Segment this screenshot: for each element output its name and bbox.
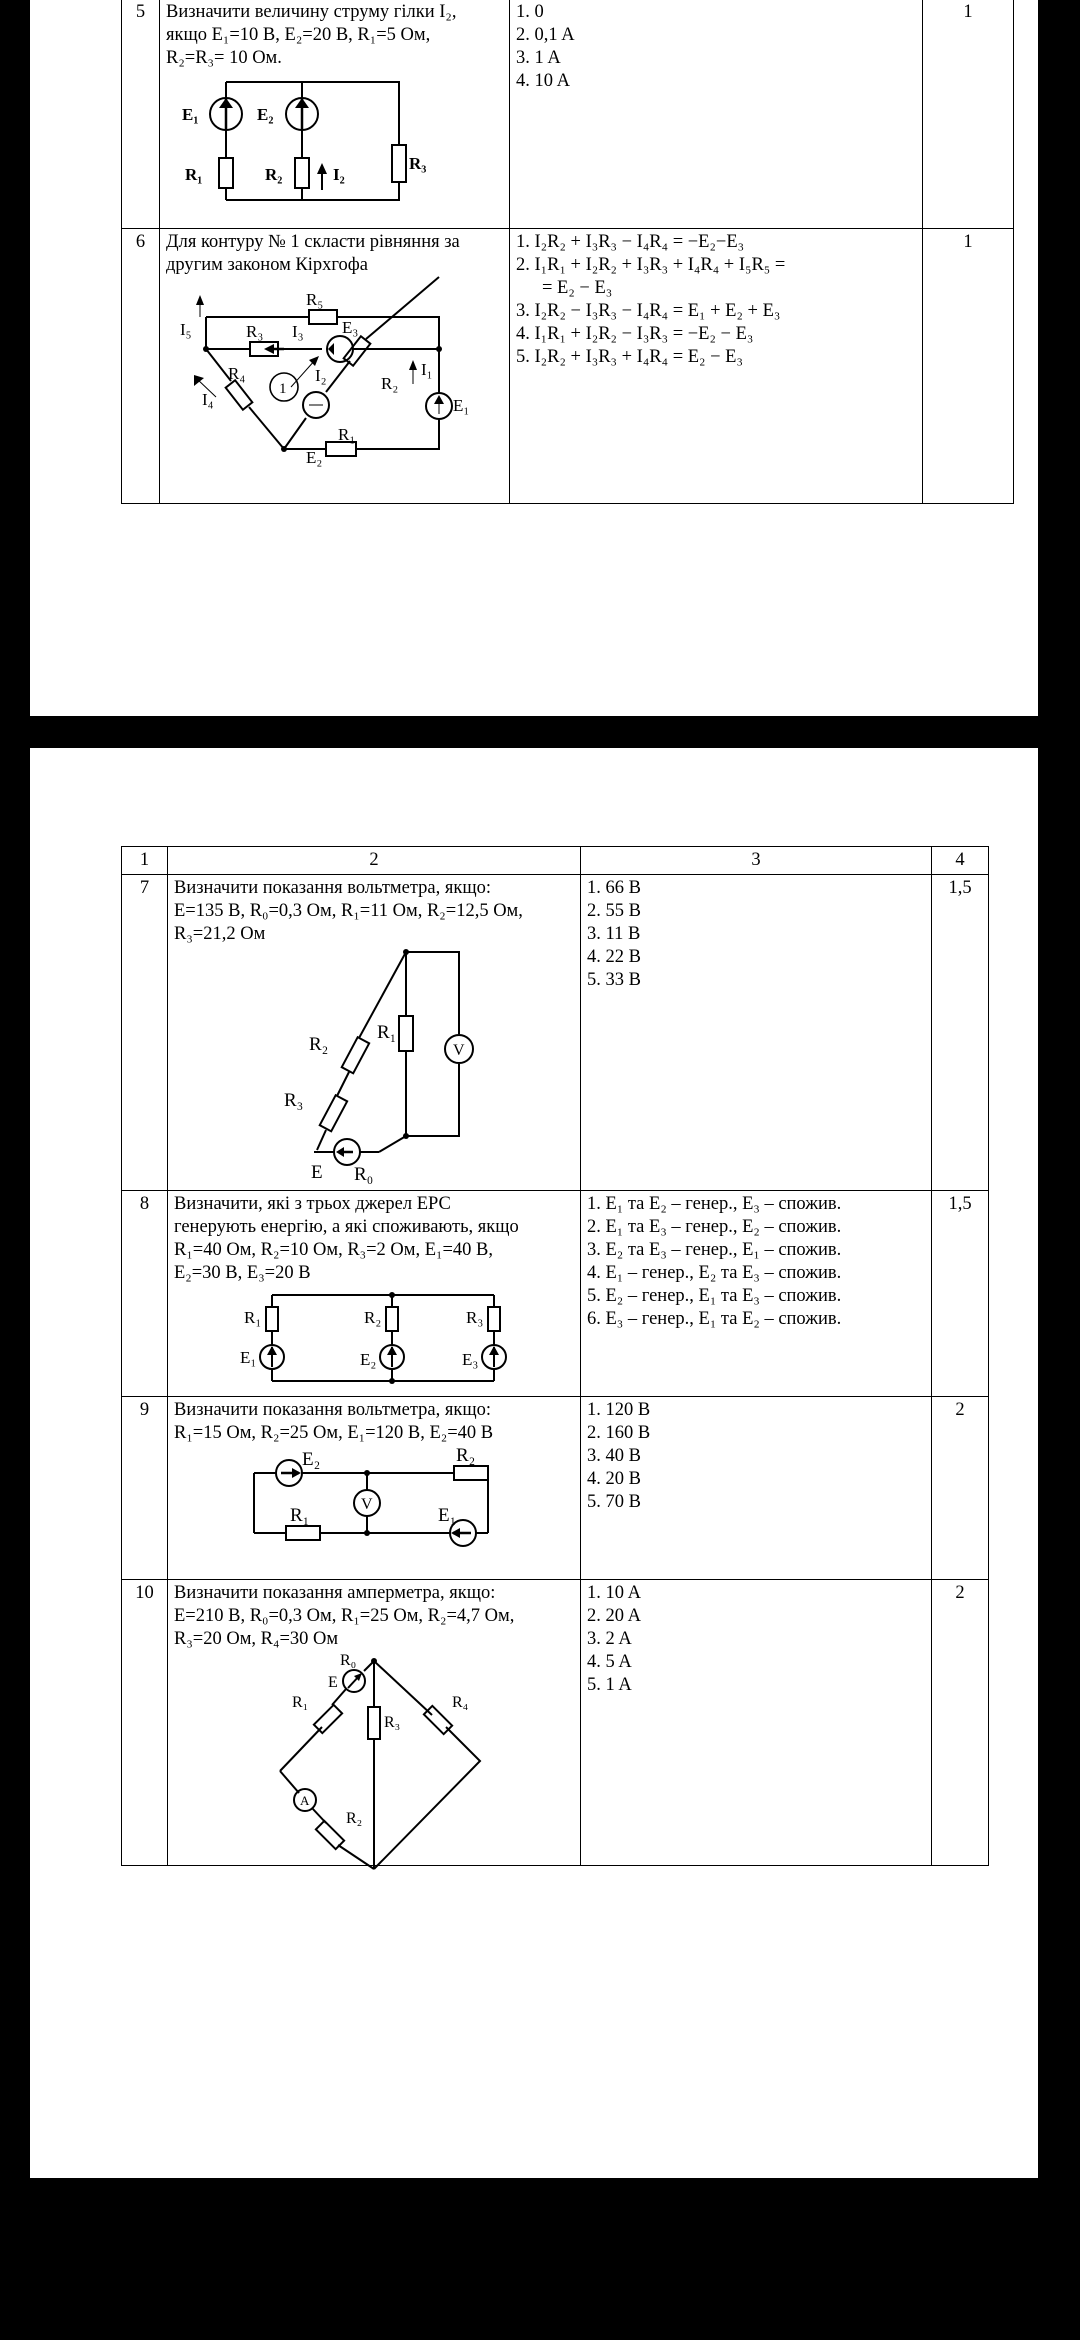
- answer-option: 5. 1 A: [587, 1675, 632, 1695]
- points-cell: 1: [923, 229, 1014, 504]
- label-i3: I₃: [292, 322, 304, 341]
- table-row-q6: [122, 229, 1014, 504]
- question-text: Визначити показання амперметра, якщо: E=210 В, R₀=0,3 Ом, R₁=25 Ом, R₂=4,7 Ом, R₃=20 Ом, R₄=30 Ом: [174, 1583, 515, 1649]
- points-cell: 2: [932, 1397, 989, 1580]
- label-r1: R₁: [290, 1505, 310, 1526]
- answer-option: 4. 10 A: [516, 71, 570, 91]
- question-number: 5: [122, 0, 160, 229]
- answer-options: [581, 1580, 932, 1866]
- label-e: E: [328, 1674, 338, 1691]
- label-r3: R₃: [466, 1308, 484, 1327]
- label-r4: R₄: [452, 1694, 469, 1711]
- question-text: Визначити показання вольтметра, якщо: R₁=15 Ом, R₂=25 Ом, E₁=120 В, E₂=40 В: [174, 1400, 494, 1443]
- label-r0: R₀: [340, 1652, 357, 1669]
- label-r3: R₃: [384, 1714, 401, 1731]
- answer-option: 5. 33 В: [587, 970, 641, 990]
- column-header: 1: [122, 847, 168, 875]
- label-e1: E₁: [182, 105, 199, 124]
- answer-option: 1. 66 В: [587, 878, 641, 898]
- questions-table-page-2: [121, 846, 989, 1866]
- label-i2: I₂: [315, 366, 327, 385]
- answer-option: 2. E₁ та E₃ – генер., E₂ – спожив.: [587, 1217, 842, 1237]
- answer-option: 6. E₃ – генер., E₁ та E₂ – спожив.: [587, 1309, 842, 1329]
- question-text: Визначити показання вольтметра, якщо: E=135 В, R₀=0,3 Ом, R₁=11 Ом, R₂=12,5 Ом, R₃=21,2 Ом: [174, 878, 523, 944]
- answer-option: 4. E₁ – генер., E₂ та E₃ – спожив.: [587, 1263, 842, 1283]
- circuit-diagram-q10: [174, 1651, 574, 1861]
- answer-option: 3. I₂R₂ − I₃R₃ − I₄R₄ = E₁ + E₂ + E₃: [516, 301, 781, 321]
- table-row-q5: [122, 0, 1014, 229]
- label-v: V: [453, 1042, 465, 1059]
- label-i5: I₅: [180, 320, 192, 339]
- question-number: 6: [122, 229, 160, 504]
- label-r3: R₃: [409, 154, 427, 173]
- table-header-row: [122, 847, 989, 875]
- answer-option: 1. 120 В: [587, 1400, 651, 1420]
- label-i2: I₂: [333, 165, 345, 184]
- circuit-diagram-q9: [174, 1445, 574, 1555]
- label-r1: R₁: [244, 1308, 262, 1327]
- question-text: Для контуру № 1 скласти рівняння за другим законом Кірхгофа: [166, 232, 460, 275]
- label-e3: E₃: [342, 318, 359, 337]
- question-text: Визначити величину струму гілки I₂, якщо E₁=10 В, E₂=20 В, R₁=5 Ом, R₂=R₃= 10 Ом.: [166, 2, 457, 68]
- circuit-diagram-q7: [174, 946, 574, 1186]
- points-cell: 1: [923, 0, 1014, 229]
- answer-option: 1. E₁ та E₂ – генер., E₃ – спожив.: [587, 1194, 842, 1214]
- document-page-1: [30, 0, 1038, 716]
- answer-option: 3. 2 A: [587, 1629, 632, 1649]
- answer-option: 2. 20 A: [587, 1606, 641, 1626]
- label-r5: R₅: [306, 290, 324, 309]
- answer-option: 3. E₂ та E₃ – генер., E₁ – спожив.: [587, 1240, 842, 1260]
- answer-options: [581, 1191, 932, 1397]
- label-r2: R₂: [265, 165, 283, 184]
- answer-option: 2. I₁R₁ + I₂R₂ + I₃R₃ + I₄R₄ + I₅R₅ =: [516, 255, 786, 275]
- table-row-q7: [122, 875, 989, 1191]
- label-i4: I₄: [202, 390, 214, 409]
- answer-option: 2. 0,1 A: [516, 25, 575, 45]
- circuit-diagram-q5: [166, 70, 426, 205]
- label-r1: R₁: [292, 1694, 309, 1711]
- column-header: 2: [168, 847, 581, 875]
- label-r2: R₂: [364, 1308, 382, 1327]
- question-number: 10: [122, 1580, 168, 1866]
- circuit-diagram-q6: [166, 277, 470, 467]
- answer-option: 3. 40 В: [587, 1446, 641, 1466]
- table-row-q10: [122, 1580, 989, 1866]
- answer-option: 4. I₁R₁ + I₂R₂ − I₃R₃ = −E₂ − E₃: [516, 324, 754, 344]
- points-cell: 1,5: [932, 1191, 989, 1397]
- table-row-q8: [122, 1191, 989, 1397]
- question-text: Визначити, які з трьох джерел ЕРС генерують енергію, а які споживають, якщо R₁=40 Ом, R₂=10 Ом, R₃=2 Ом, E₁=40 В, E₂=30 В, E₃=20 В: [174, 1194, 519, 1283]
- answer-option: 2. 55 В: [587, 901, 641, 921]
- answer-option: 4. 5 A: [587, 1652, 632, 1672]
- label-i1: I₁: [421, 360, 433, 379]
- label-r3: R₃: [284, 1090, 304, 1111]
- points-cell: 1,5: [932, 875, 989, 1191]
- question-number: 7: [122, 875, 168, 1191]
- label-a: A: [300, 1793, 310, 1808]
- document-page-2: [30, 748, 1038, 2178]
- label-r3: R₃: [246, 322, 264, 341]
- question-cell: [160, 229, 510, 504]
- label-e2: E₂: [306, 448, 323, 467]
- points-cell: 2: [932, 1580, 989, 1866]
- answer-options: [510, 0, 923, 229]
- label-r2: R₂: [346, 1810, 363, 1827]
- answer-option: 5. I₂R₂ + I₃R₃ + I₄R₄ = E₂ − E₃: [516, 347, 743, 367]
- column-header: 3: [581, 847, 932, 875]
- label-r0: R₀: [354, 1164, 374, 1185]
- answer-options: [581, 875, 932, 1191]
- column-header: 4: [932, 847, 989, 875]
- label-r1: R₁: [338, 425, 356, 444]
- label-e2: E₂: [302, 1449, 321, 1470]
- question-cell: [168, 1191, 581, 1397]
- label-r1: R₁: [377, 1022, 397, 1043]
- label-e2: E₂: [360, 1350, 377, 1369]
- answer-option: 5. E₂ – генер., E₁ та E₃ – спожив.: [587, 1286, 842, 1306]
- label-r1: R₁: [185, 165, 203, 184]
- label-e2: E₂: [257, 105, 274, 124]
- question-cell: [168, 1397, 581, 1580]
- label-v: V: [361, 1496, 373, 1513]
- answer-option: 2. 160 В: [587, 1423, 651, 1443]
- question-number: 9: [122, 1397, 168, 1580]
- label-e1: E₁: [438, 1505, 457, 1526]
- answer-options: [581, 1397, 932, 1580]
- label-r2: R₂: [456, 1445, 476, 1466]
- answer-option: 1. 10 A: [587, 1583, 641, 1603]
- answer-option: 4. 20 В: [587, 1469, 641, 1489]
- label-e1: E₁: [453, 396, 470, 415]
- answer-option: 3. 1 A: [516, 48, 561, 68]
- label-e: E: [311, 1162, 323, 1183]
- answer-options: [510, 229, 923, 504]
- answer-option: 1. 0: [516, 2, 544, 22]
- question-cell: [160, 0, 510, 229]
- answer-option: 3. 11 В: [587, 924, 641, 944]
- answer-option: 5. 70 В: [587, 1492, 641, 1512]
- label-r2: R₂: [309, 1034, 329, 1055]
- questions-table-page-1: [121, 0, 1014, 504]
- label-r2: R₂: [381, 374, 399, 393]
- answer-option: 4. 22 В: [587, 947, 641, 967]
- table-row-q9: [122, 1397, 989, 1580]
- question-cell: [168, 1580, 581, 1866]
- label-r4: R₄: [228, 364, 246, 383]
- label-loop-1: 1: [279, 381, 287, 397]
- question-cell: [168, 875, 581, 1191]
- label-e1: E₁: [240, 1348, 257, 1367]
- label-e3: E₃: [462, 1350, 479, 1369]
- answer-option: = E₂ − E₃: [542, 278, 613, 298]
- question-number: 8: [122, 1191, 168, 1397]
- circuit-diagram-q8: [174, 1285, 574, 1385]
- answer-option: 1. I₂R₂ + I₃R₃ − I₄R₄ = −E₂−E₃: [516, 232, 745, 252]
